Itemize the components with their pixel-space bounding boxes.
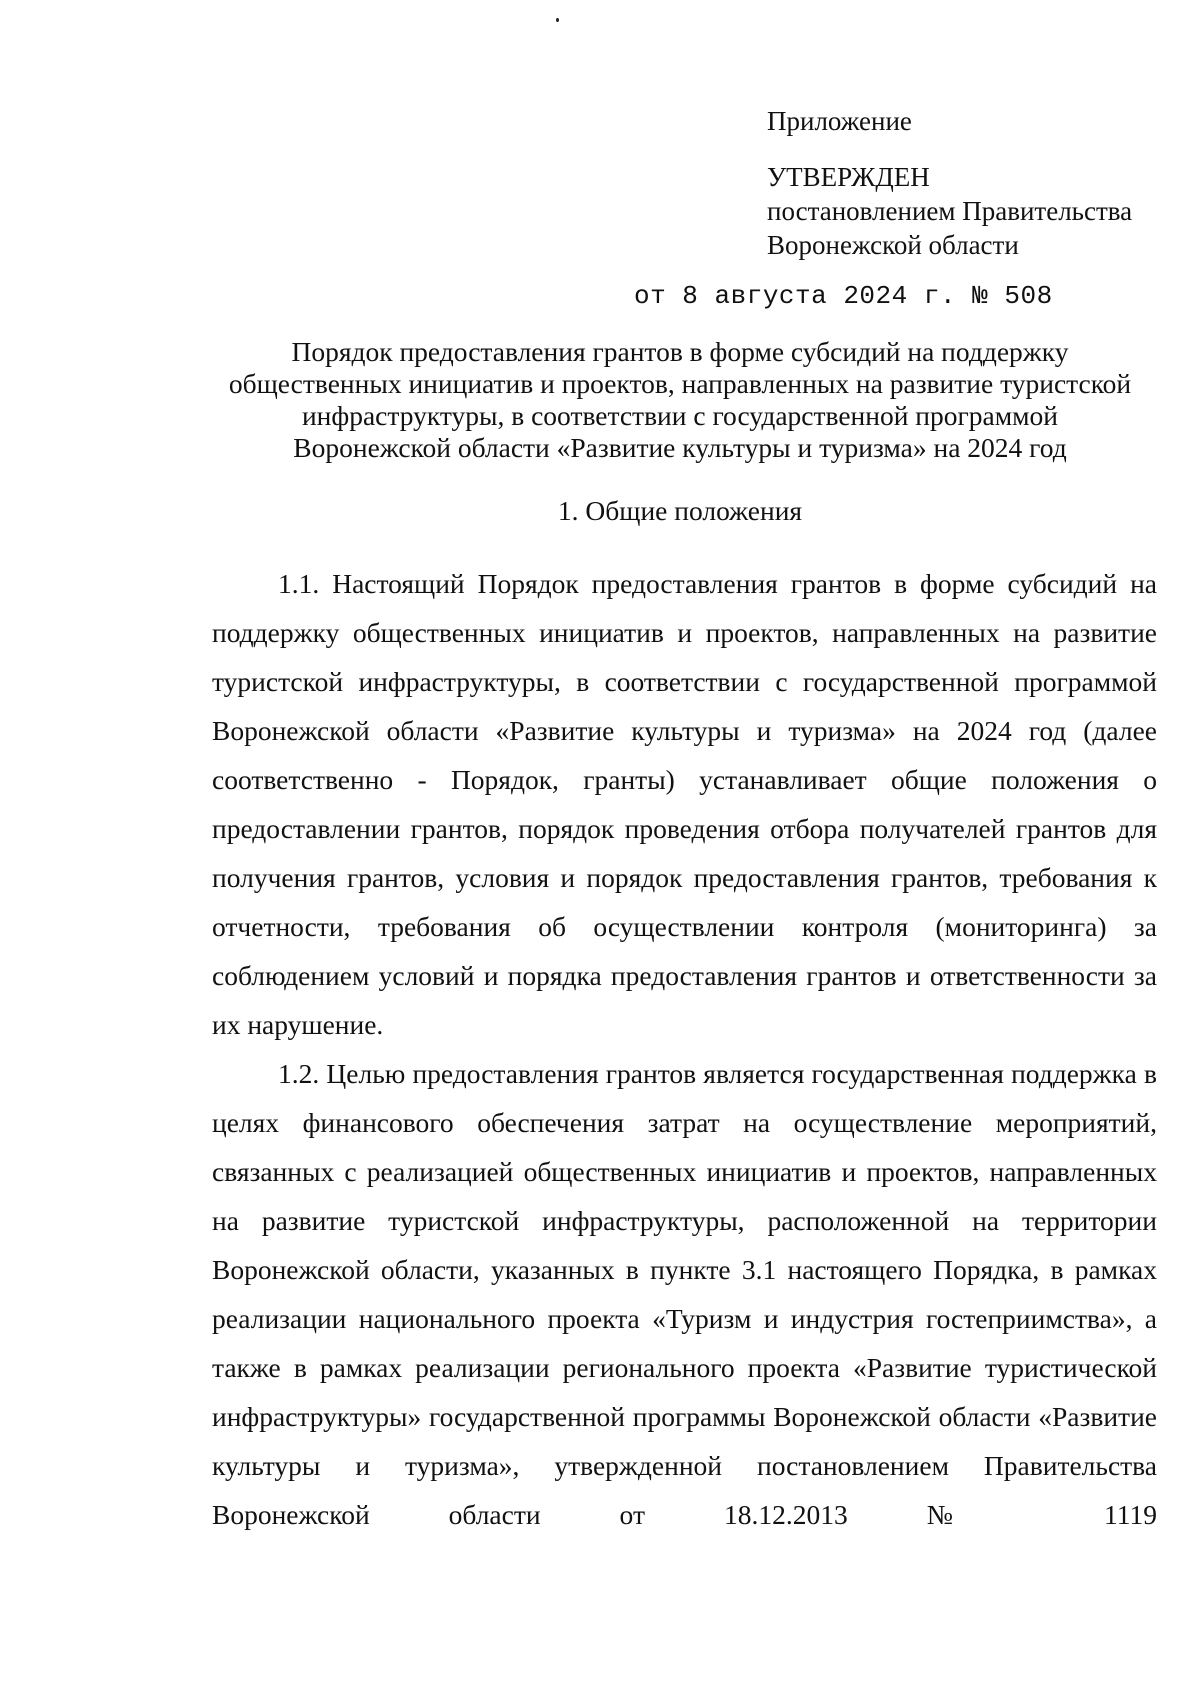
approved-by-line-2: Воронежской области <box>767 230 1019 260</box>
appendix-label: Приложение <box>767 106 912 136</box>
scan-speck <box>556 18 559 22</box>
section-heading: 1. Общие положения <box>557 495 803 526</box>
title-line-3: инфраструктуры, в соответствии с государственной программой <box>301 400 1059 431</box>
paragraph-1-1: 1.1. Настоящий Порядок предоставления грантов в форме субсидий на поддержку общественных инициатив и проектов, направленных на развитие туристской инфраструктуры, в соответствии с государственной программой Воронежской области «Развитие культуры и туризма» на 2024 год (далее соответственно - Порядок, гранты) устанавливает общие положения о предоставлении грантов, порядок проведения отбора получателей грантов для получения грантов, условия и порядок предоставления грантов, требования к отчетности, требования об осуществлении контроля (мониторинга) за соблюдением условий и порядка предоставления грантов и ответственности за их нарушение. <box>212 568 1157 1040</box>
decree-date-number: от 8 августа 2024 г. № 508 <box>634 281 1053 311</box>
approved-by-line-1: постановлением Правительства <box>767 196 1133 226</box>
title-line-2: общественных инициатив и проектов, направленных на развитие туристской <box>228 368 1132 399</box>
title-line-4: Воронежской области «Развитие культуры и туризма» на 2024 год <box>293 432 1067 463</box>
approved-label: УТВЕРЖДЕН <box>767 162 930 192</box>
section-body <box>212 559 1157 1539</box>
title-line-1: Порядок предоставления грантов в форме субсидий на поддержку <box>291 336 1069 367</box>
paragraph-1-2: 1.2. Целью предоставления грантов является государственная поддержка в целях финансового обеспечения затрат на осуществление мероприятий, связанных с реализацией общественных инициатив и проектов, направленных на развитие туристской инфраструктуры, расположенной на территории Воронежской области, указанных в пункте 3.1 настоящего Порядка, в рамках реализации национального проекта «Туризм и индустрия гостеприимства», а также в рамках реализации регионального проекта «Развитие туристической инфраструктуры» государственной программы Воронежской области «Развитие культуры и туризма», утвержденной постановлением Правительства Воронежской области от 18.12.2013 № 1119 <box>212 1058 1157 1530</box>
document-title <box>200 336 1160 464</box>
approval-block <box>767 104 1132 262</box>
